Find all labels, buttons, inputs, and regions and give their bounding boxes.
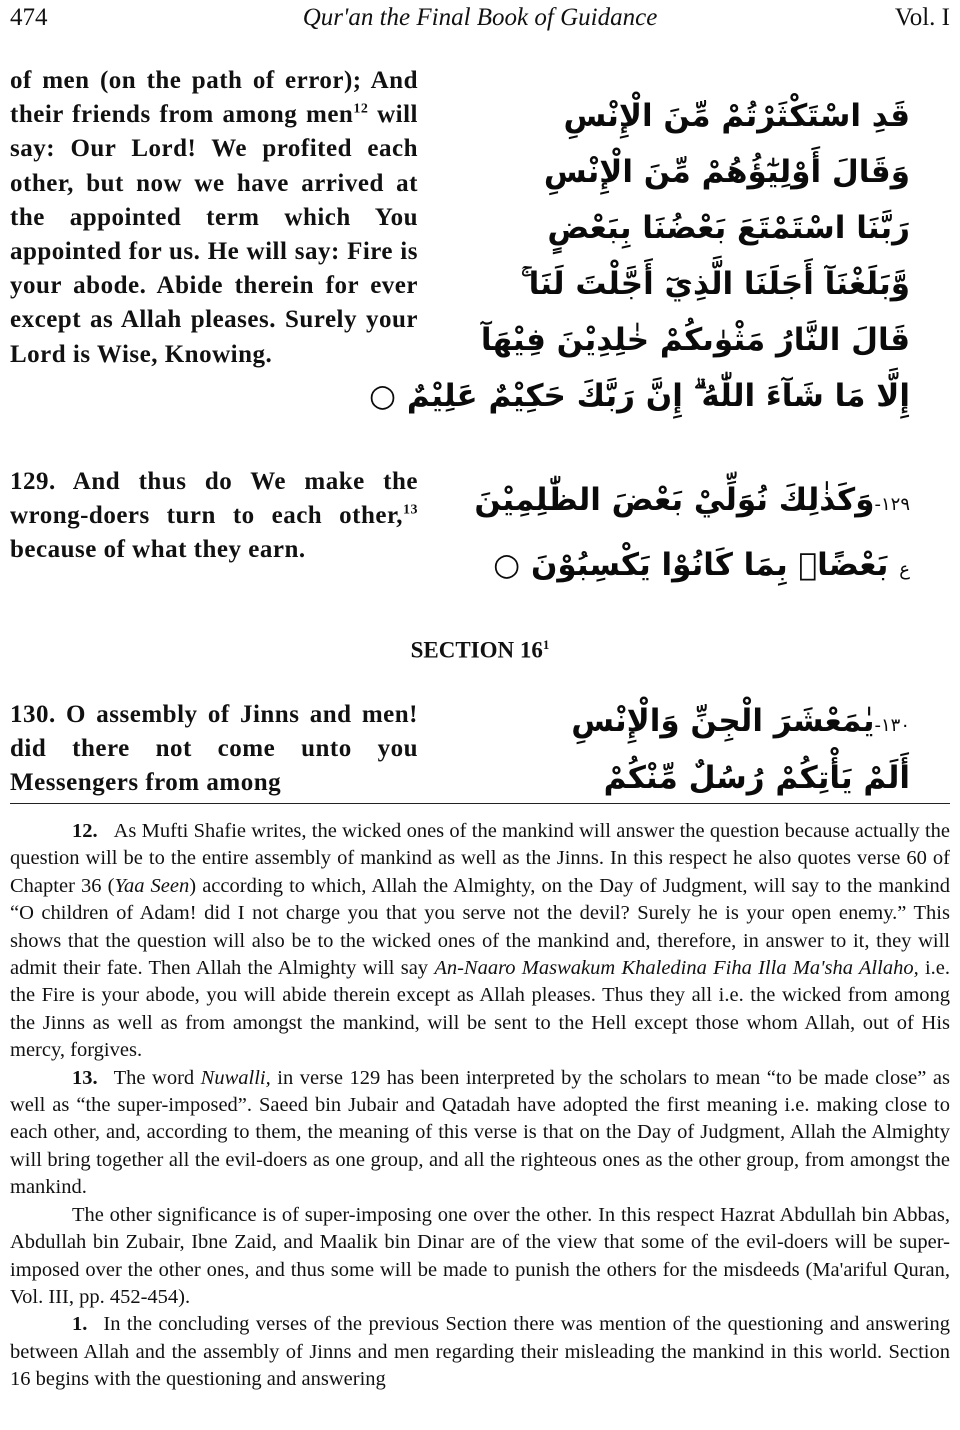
page-number: 474 xyxy=(10,4,48,31)
verse-number-129: ١٢٩- xyxy=(874,494,910,515)
footnote-1-text: In the concluding verses of the previous Section there was mention of the questioning and answering between Allah and the assembly of Jinns and men regarding their misleading the mankind in this world. Section 16 begins with the questioning and answering xyxy=(10,1313,950,1391)
verse-128-text-a: of men (on the path of error); And their friends from among men xyxy=(10,67,418,129)
section-heading xyxy=(0,637,960,664)
arabic-line-1 xyxy=(440,695,910,752)
footnote-ref-12: 12 xyxy=(353,101,369,117)
footnote-12-italic-b: An-Naaro Maswakum Khaledina Fiha Illa Ma'sha Allaho, xyxy=(434,957,919,980)
verse-number-130: ١٣٠- xyxy=(874,715,910,736)
footnote-1 xyxy=(10,1311,950,1393)
arabic-line: إِلَّا مَا شَآءَ اللّٰهُ ۗ إِنَّ رَبَّكَ حَكِيْمٌ عَلِيْمٌ ○ xyxy=(369,378,910,414)
verse-128-translation xyxy=(10,64,418,372)
footnote-12-text-b: ) according to which, Allah the Almighty, on the Day of Judgment, will say to the mankind “O children of Adam! did I not charge you that you serve not the devil? Surely he is your open enemy.” This shows that the question will also be to the wicked ones of the mankind and, therefore, in answer to it, they will admit their fate. Then Allah the Almighty will say xyxy=(10,874,950,980)
verse-129-translation xyxy=(10,465,418,568)
verse-130-translation: 130. O assembly of Jinns and men! did there not come unto you Messengers from among xyxy=(10,701,418,797)
arabic-line: وَكَذٰلِكَ نُوَلِّيْ بَعْضَ الظّٰلِمِيْنَ xyxy=(474,482,875,518)
footnote-13-para-2: The other significance is of super-imposing one over the other. In this respect Hazrat Abdullah bin Abbas, Abdullah bin Zubair, Ibne Zaid, and Maalik bin Dinar are of the view that some of the evil-doers will be super-imposed over the other ones, and thus some will be made to punish the others for the misdeeds (Ma'ariful Quran, Vol. III, pp. 452-454). xyxy=(10,1203,950,1308)
footnote-12 xyxy=(10,818,950,1065)
volume-label: Vol. I xyxy=(894,4,950,31)
footnote-divider xyxy=(10,803,950,804)
footnote-1-label: 1. xyxy=(72,1313,88,1336)
footnote-12-label: 12. xyxy=(72,820,98,842)
verse-130-arabic xyxy=(440,695,910,804)
book-title: Qur'an the Final Book of Guidance xyxy=(302,4,658,31)
footnote-ref-13: 13 xyxy=(403,502,418,518)
section-label: SECTION 16 xyxy=(410,637,543,663)
running-header xyxy=(0,0,960,40)
verse-129-arabic xyxy=(440,470,910,600)
arabic-line: وَّبَلَغْنَآ أَجَلَنَا الَّذِيٓ أَجَّلْتَ لَنَا ۚ xyxy=(520,266,910,302)
footnote-12-italic-a: Yaa Seen xyxy=(114,874,190,897)
footnote-13-text-a: The word xyxy=(113,1066,201,1089)
arabic-line-2 xyxy=(440,535,910,600)
arabic-line: رَبَّنَا اسْتَمْتَعَ بَعْضُنَا بِبَعْضٍ xyxy=(547,210,910,246)
footnote-13-italic: Nuwalli, xyxy=(200,1066,271,1089)
arabic-line: قَدِ اسْتَكْثَرْتُمْ مِّنَ الْإِنْسِ xyxy=(563,98,910,134)
arabic-line-1 xyxy=(440,470,910,535)
footnote-12-text-a: As Mufti Shafie writes, the wicked ones of the mankind will answer the question because actually the question will be to the entire assembly of mankind as well as the Jinns. In this respect he also quotes verse 60 of Chapter 36 ( xyxy=(10,820,950,897)
footnotes xyxy=(10,818,950,1394)
arabic-line: أَلَمْ يَأْتِكُمْ رُسُلٌ مِّنْكُمْ xyxy=(603,760,910,796)
footnote-13-label: 13. xyxy=(72,1066,98,1089)
verse-129-text-b: because of what they earn. xyxy=(10,536,306,564)
footnote-13-text-b: in verse 129 has been interpreted by the scholars to mean “to be made close” as well as “the super-imposed”. Saeed bin Jubair and Qatadah have adopted the first meaning i.e. making close to each other, and, according to them, the meaning of this verse is that on the Day of Judgment, Allah the Almighty will bring together all the evil-doers as one group, and all the righteous ones as the other group, from amongst the mankind. xyxy=(10,1066,950,1199)
footnote-ref-1: 1 xyxy=(542,637,550,652)
arabic-line: وَقَالَ أَوْلِيٰٓؤُهُمْ مِّنَ الْإِنْسِ xyxy=(543,154,910,190)
footnote-13 xyxy=(10,1065,950,1202)
verse-128-text-b: will say: Our Lord! We profited each other, but now we have arrived at the appointed term which You appointed for us. He will say: Fire is your abode. Abide therein for ever except as Allah pleases. Surely your Lord is Wise, Knowing. xyxy=(10,101,418,368)
arabic-line: يٰمَعْشَرَ الْجِنِّ وَالْإِنْسِ xyxy=(571,703,875,739)
arabic-line: قَالَ النَّارُ مَثْوٰىكُمْ خٰلِدِيْنَ فِيْهَآ xyxy=(480,322,910,358)
verse-128-arabic xyxy=(369,88,910,424)
ruku-mark: ع xyxy=(899,559,910,580)
verse-129-text-a: 129. And thus do We make the wrong-doers turn to each other, xyxy=(10,468,418,530)
arabic-line: بَعْضًاۢ بِمَا كَانُوْا يَكْسِبُوْنَ ○ xyxy=(493,547,889,583)
footnote-12-text-c: i.e. the Fire is your abode, you will abide therein except as Allah pleases. Thus they all i.e. the wicked from among the Jinns as well as from amongst the mankind, will be sent to the Hell except those whom Allah, out of His mercy, forgives. xyxy=(10,957,951,1062)
